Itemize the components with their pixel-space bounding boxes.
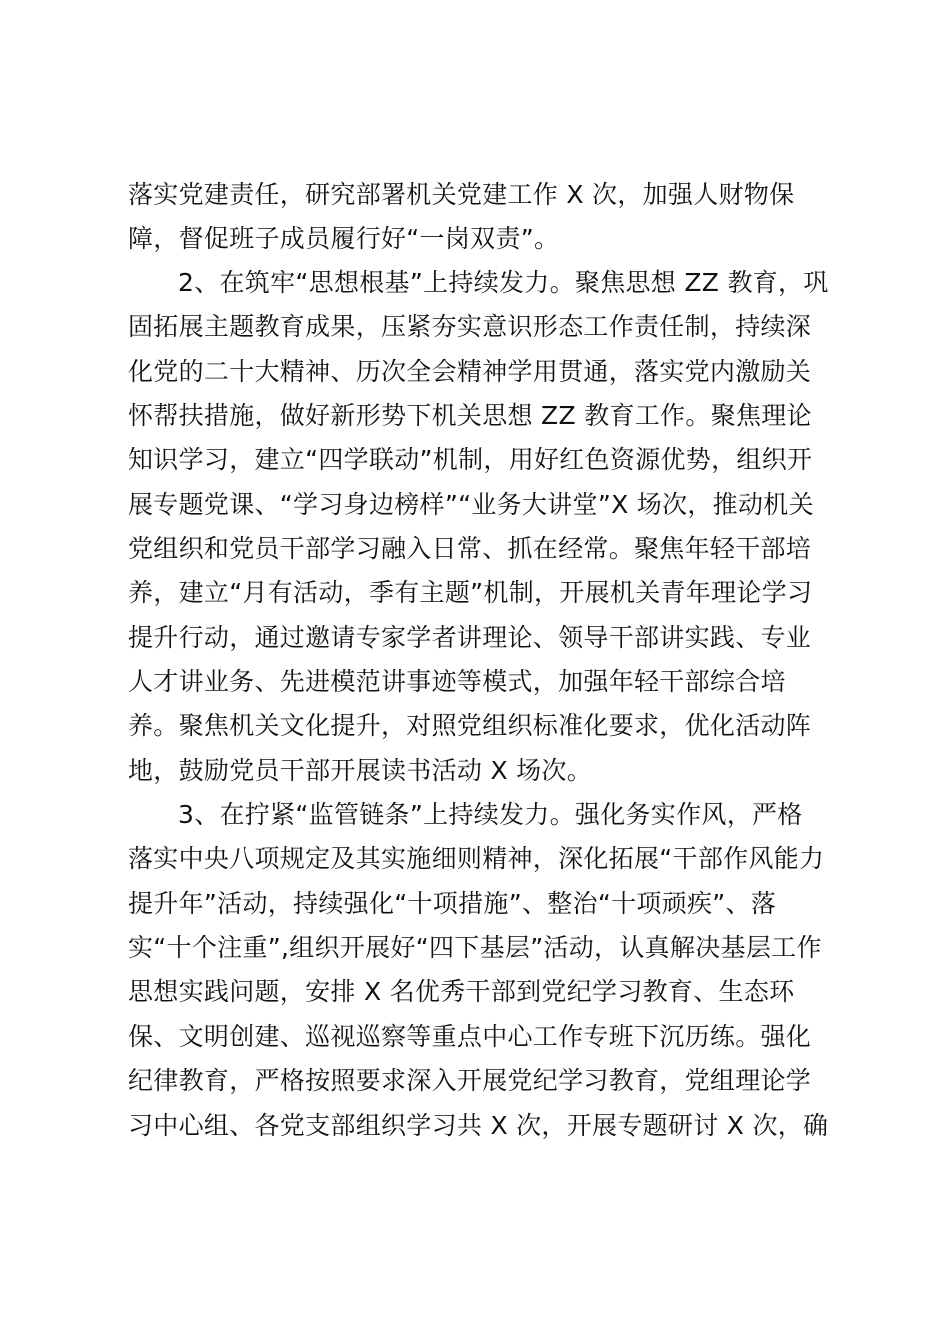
text-line: 保、文明创建、巡视巡察等重点中心工作专班下沉历练。强化 [128,1022,812,1051]
text-line: 党组织和党员干部学习融入日常、抓在经常。聚焦年轻干部培 [128,534,812,563]
text-line: 习中心组、各党支部组织学习共 X 次，开展专题研讨 X 次，确 [128,1111,829,1140]
text-line: 障，督促班子成员履行好“一岗双责”。 [128,224,560,253]
text-line: 实“十个注重”,组织开展好“四下基层”活动，认真解决基层工作 [128,933,822,962]
text-line: 展专题党课、“学习身边榜样”“业务大讲堂”X 场次，推动机关 [128,490,814,519]
text-line: 化党的二十大精神、历次全会精神学用贯通，落实党内激励关 [128,357,812,386]
text-line: 固拓展主题教育成果，压紧夯实意识形态工作责任制，持续深 [128,312,812,341]
paragraph-2-first-line: 2、在筑牢“思想根基”上持续发力。聚焦思想 ZZ 教育，巩 [178,268,829,297]
text-line: 落实中央八项规定及其实施细则精神，深化拓展“干部作风能力 [128,844,825,873]
text-line: 提升行动，通过邀请专家学者讲理论、领导干部讲实践、专业 [128,623,812,652]
text-line: 怀帮扶措施，做好新形势下机关思想 ZZ 教育工作。聚焦理论 [128,401,812,430]
text-line: 养。聚焦机关文化提升，对照党组织标准化要求，优化活动阵 [128,711,812,740]
text-line: 人才讲业务、先进模范讲事迹等模式，加强年轻干部综合培 [128,667,786,696]
text-line: 落实党建责任，研究部署机关党建工作 X 次，加强人财物保 [128,180,795,209]
text-line: 知识学习，建立“四学联动”机制，用好红色资源优势，组织开 [128,445,813,474]
text-line: 纪律教育，严格按照要求深入开展党纪学习教育，党组理论学 [128,1066,812,1095]
paragraph-3-first-line: 3、在拧紧“监管链条”上持续发力。强化务实作风，严格 [178,800,803,829]
text-line: 提升年”活动，持续强化“十项措施”、整治“十项顽疾”、落 [128,889,777,918]
text-line: 养，建立“月有活动，季有主题”机制，开展机关青年理论学习 [128,578,813,607]
text-line: 地，鼓励党员干部开展读书活动 X 场次。 [128,756,593,785]
text-line: 思想实践问题，安排 X 名优秀干部到党纪学习教育、生态环 [128,977,795,1006]
